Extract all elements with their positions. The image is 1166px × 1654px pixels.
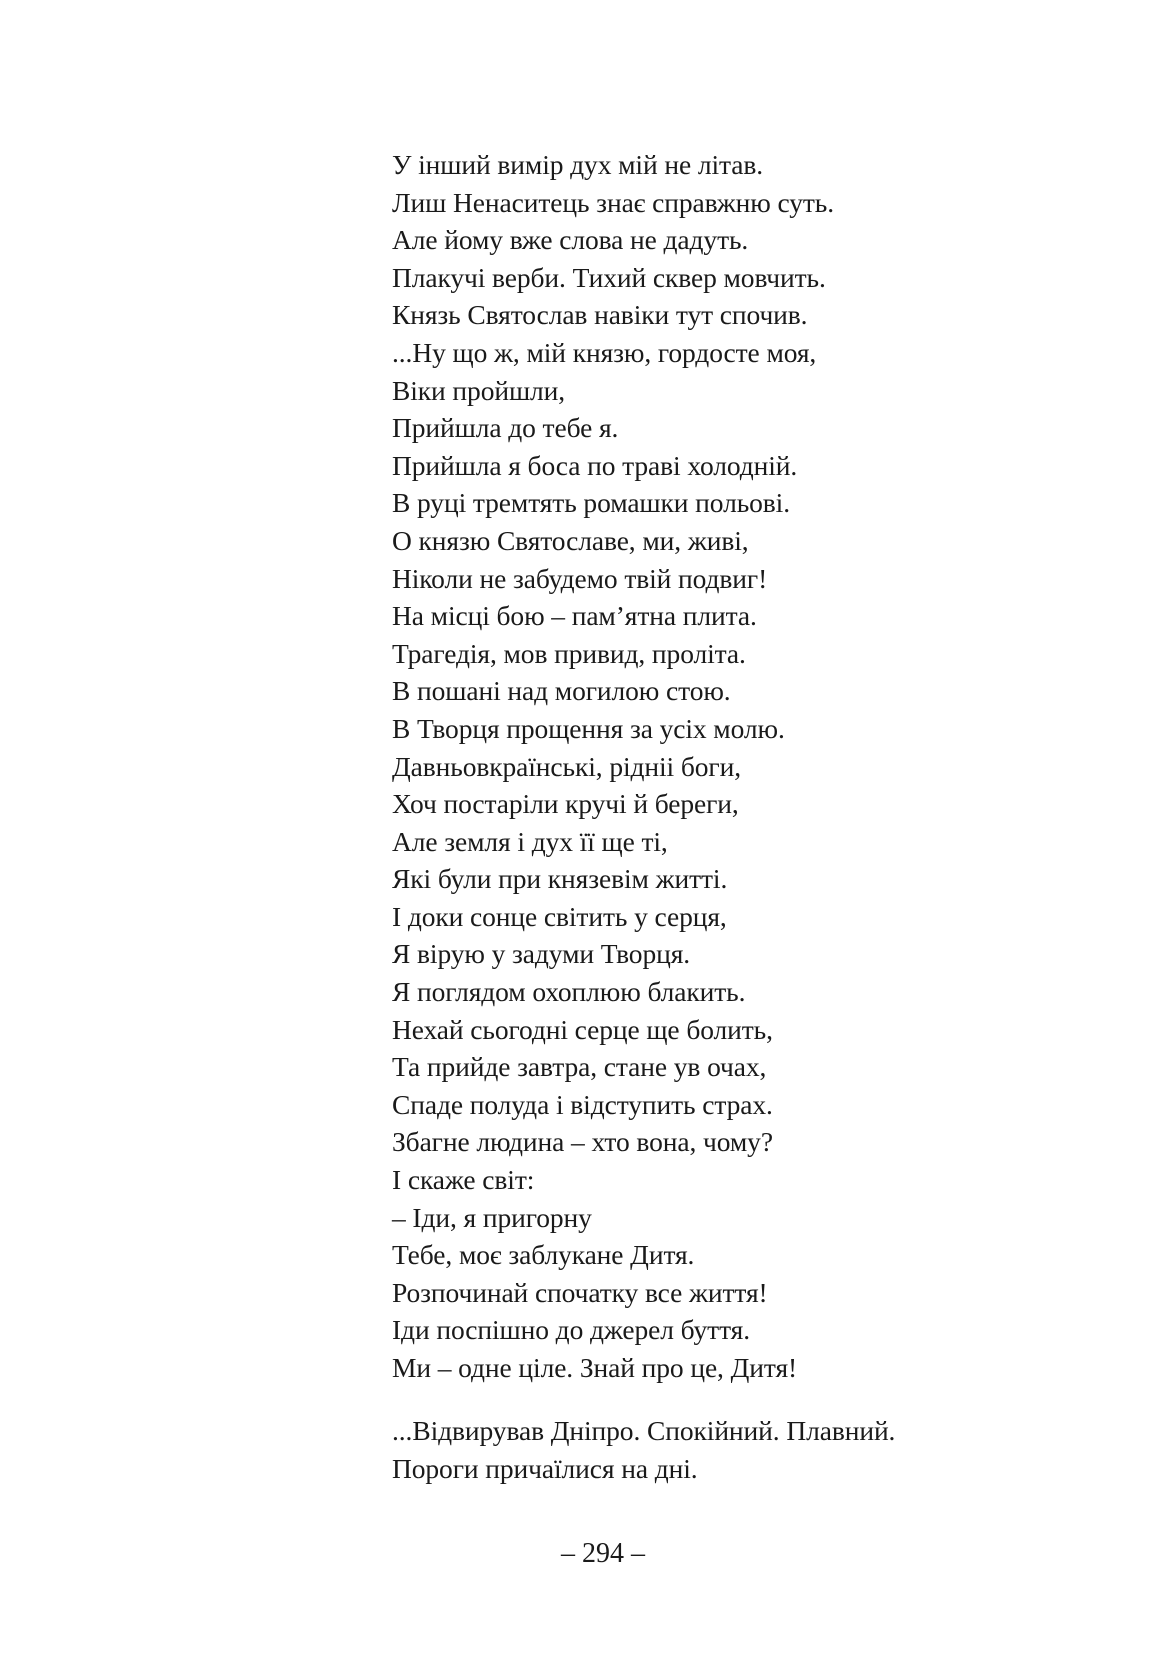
- poem-line: Нехай сьогодні серце ще болить,: [392, 1013, 773, 1045]
- poem-line: Розпочинай спочатку все життя!: [392, 1276, 768, 1308]
- poem-stanza-tail: [392, 1412, 895, 1487]
- poem-line: Але йому вже слова не дадуть.: [392, 224, 749, 256]
- poem-line: На місці бою – пам’ятна плита.: [392, 600, 757, 632]
- poem-line: Та прийде завтра, стане ув очах,: [392, 1051, 767, 1083]
- poem-line: І доки сонце світить у серця,: [392, 900, 727, 932]
- poem-line: Тебе, моє заблукане Дитя.: [392, 1239, 695, 1271]
- poem-line: В Творця прощення за усіх молю.: [392, 712, 785, 744]
- poem-line: Але земля і дух її ще ті,: [392, 825, 668, 857]
- poem-line: У інший вимір дух мій не літав.: [392, 149, 764, 180]
- poem-line: Я вірую у задуми Творця.: [392, 938, 691, 970]
- poem-line: І скаже світ:: [392, 1164, 535, 1196]
- poem-stanza-main: [392, 146, 834, 1387]
- poem-line: Лиш Ненаситець знає справжню суть.: [392, 186, 834, 218]
- page-number: – 294 –: [561, 1538, 645, 1569]
- poem-line: Прийшла я боса по траві холодній.: [392, 449, 798, 481]
- poem-line: Пороги причаїлися на дні.: [392, 1452, 698, 1484]
- poem-line: В пошані над могилою стою.: [392, 675, 731, 707]
- poem-line: Князь Святослав навіки тут спочив.: [392, 299, 808, 331]
- poem-line: Збагне людина – хто вона, чому?: [392, 1126, 773, 1158]
- poem-line: Які були при князевім житті.: [392, 863, 728, 895]
- poem-line: В руці тремтять ромашки польові.: [392, 487, 790, 519]
- poem-line: Плакучі верби. Тихий сквер мовчить.: [392, 261, 826, 293]
- poem-line: Давньовкраїнські, рідніі боги,: [392, 750, 741, 782]
- poem-line: Іди поспішно до джерел буття.: [392, 1314, 750, 1346]
- poem-line: Хоч постаріли кручі й береги,: [392, 788, 739, 820]
- poem-line: Прийшла до тебе я.: [392, 412, 619, 444]
- poem-line: Ніколи не забудемо твій подвиг!: [392, 562, 768, 594]
- poem-line: Віки пройшли,: [392, 374, 566, 406]
- poem-line: ...Відвирував Дніпро. Спокійний. Плавний.: [392, 1415, 896, 1446]
- poem-line: Трагедія, мов привид, проліта.: [392, 637, 746, 669]
- poem-line: ...Ну що ж, мій князю, гордосте моя,: [392, 336, 817, 368]
- poem-line: Спаде полуда і відступить страх.: [392, 1088, 773, 1120]
- poem-line: Ми – одне ціле. Знай про це, Дитя!: [392, 1352, 798, 1383]
- poem-line: О князю Святославе, ми, живі,: [392, 524, 749, 556]
- poem-line: – Іди, я пригорну: [392, 1201, 592, 1233]
- poem-line: Я поглядом охоплюю блакить.: [392, 976, 746, 1008]
